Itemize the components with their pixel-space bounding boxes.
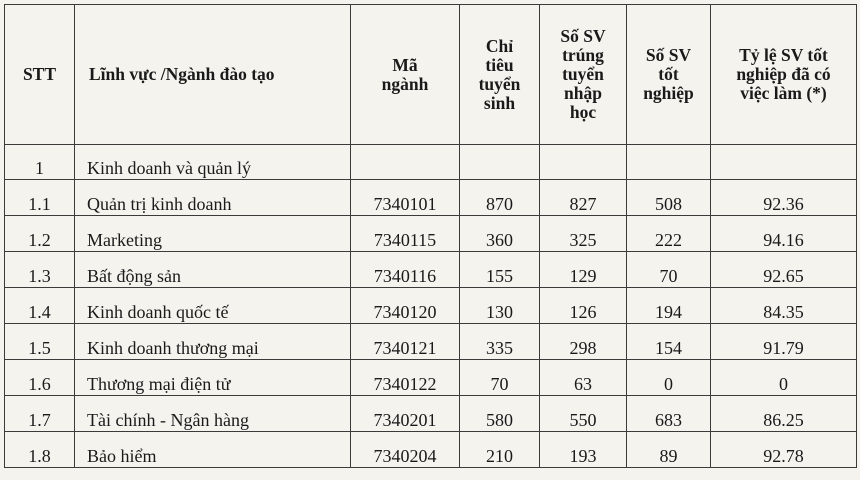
cell-quota: 580 xyxy=(460,396,540,432)
table-row xyxy=(5,145,857,180)
cell-graduates: 70 xyxy=(627,252,711,288)
cell-employment-rate: 94.16 xyxy=(711,216,857,252)
header-line: STT xyxy=(22,64,57,84)
cell-quota: 130 xyxy=(460,288,540,324)
cell-field-name: Tài chính - Ngân hàng xyxy=(75,396,351,432)
cell-employment-rate: 92.65 xyxy=(711,252,857,288)
header-line: Lĩnh vực /Ngành đào tạo xyxy=(89,64,275,84)
cell-quota: 70 xyxy=(460,360,540,396)
cell-employment-rate xyxy=(711,145,857,180)
cell-stt: 1.2 xyxy=(5,216,75,252)
cell-quota: 155 xyxy=(460,252,540,288)
cell-stt: 1.3 xyxy=(5,252,75,288)
header-line: Chỉ xyxy=(485,35,514,56)
cell-employment-rate: 91.79 xyxy=(711,324,857,360)
cell-code: 7340101 xyxy=(351,180,460,216)
cell-graduates: 154 xyxy=(627,324,711,360)
header-line: tuyển xyxy=(562,64,604,84)
cell-employment-rate: 92.36 xyxy=(711,180,857,216)
table-row xyxy=(5,288,857,324)
header-line: trúng xyxy=(562,45,604,65)
header-line: tuyển xyxy=(478,73,521,94)
header-line: Mã xyxy=(392,54,418,75)
cell-graduates: 683 xyxy=(627,396,711,432)
cell-stt: 1.7 xyxy=(5,396,75,432)
header-line: Số SV xyxy=(560,26,606,46)
header-line: tiêu xyxy=(485,54,514,75)
cell-stt: 1.1 xyxy=(5,180,75,216)
header-line: sinh xyxy=(483,92,516,113)
header-line: Số SV xyxy=(645,45,692,65)
header-line: học xyxy=(569,102,597,122)
header-field xyxy=(75,5,351,145)
cell-graduates: 508 xyxy=(627,180,711,216)
table-row xyxy=(5,360,857,396)
cell-employment-rate: 92.78 xyxy=(711,432,857,468)
cell-code: 7340122 xyxy=(351,360,460,396)
cell-quota: 210 xyxy=(460,432,540,468)
cell-admitted: 550 xyxy=(540,396,627,432)
cell-admitted: 129 xyxy=(540,252,627,288)
cell-field-name: Thương mại điện tử xyxy=(75,360,351,396)
cell-code: 7340204 xyxy=(351,432,460,468)
cell-field-name: Kinh doanh và quản lý xyxy=(75,145,351,180)
header-line: tốt xyxy=(658,64,679,84)
cell-employment-rate: 84.35 xyxy=(711,288,857,324)
cell-quota: 870 xyxy=(460,180,540,216)
header-line: ngành xyxy=(381,73,429,94)
cell-quota xyxy=(460,145,540,180)
cell-admitted: 298 xyxy=(540,324,627,360)
header-graduates xyxy=(627,5,711,145)
cell-code: 7340121 xyxy=(351,324,460,360)
cell-admitted: 827 xyxy=(540,180,627,216)
cell-graduates: 194 xyxy=(627,288,711,324)
header-stt xyxy=(5,5,75,145)
table-row xyxy=(5,432,857,468)
cell-field-name: Kinh doanh quốc tế xyxy=(75,288,351,324)
cell-admitted xyxy=(540,145,627,180)
cell-field-name: Bảo hiểm xyxy=(75,432,351,468)
cell-stt: 1 xyxy=(5,145,75,180)
cell-code: 7340120 xyxy=(351,288,460,324)
table-row xyxy=(5,396,857,432)
cell-field-name: Quản trị kinh doanh xyxy=(75,180,351,216)
cell-field-name: Kinh doanh thương mại xyxy=(75,324,351,360)
training-statistics-table xyxy=(4,4,857,468)
cell-graduates xyxy=(627,145,711,180)
cell-graduates: 0 xyxy=(627,360,711,396)
header-quota xyxy=(460,5,540,145)
table-row xyxy=(5,252,857,288)
cell-employment-rate: 0 xyxy=(711,360,857,396)
header-line: Tỷ lệ SV tốt xyxy=(739,45,828,65)
header-line: nghiệp đã có xyxy=(736,64,831,84)
table-header-row xyxy=(5,5,857,145)
table-row xyxy=(5,180,857,216)
cell-stt: 1.4 xyxy=(5,288,75,324)
cell-quota: 360 xyxy=(460,216,540,252)
cell-code: 7340201 xyxy=(351,396,460,432)
cell-admitted: 325 xyxy=(540,216,627,252)
header-code xyxy=(351,5,460,145)
cell-admitted: 193 xyxy=(540,432,627,468)
cell-employment-rate: 86.25 xyxy=(711,396,857,432)
cell-code: 7340115 xyxy=(351,216,460,252)
header-admitted xyxy=(540,5,627,145)
cell-field-name: Bất động sản xyxy=(75,252,351,288)
table-body xyxy=(5,145,857,468)
cell-code xyxy=(351,145,460,180)
cell-stt: 1.6 xyxy=(5,360,75,396)
cell-field-name: Marketing xyxy=(75,216,351,252)
cell-graduates: 89 xyxy=(627,432,711,468)
cell-admitted: 63 xyxy=(540,360,627,396)
header-line: nhập xyxy=(564,83,602,103)
header-line: nghiệp xyxy=(643,83,694,103)
header-line: việc làm (*) xyxy=(740,83,827,103)
table-row xyxy=(5,216,857,252)
cell-stt: 1.8 xyxy=(5,432,75,468)
cell-quota: 335 xyxy=(460,324,540,360)
cell-admitted: 126 xyxy=(540,288,627,324)
header-employment-rate xyxy=(711,5,857,145)
cell-code: 7340116 xyxy=(351,252,460,288)
cell-graduates: 222 xyxy=(627,216,711,252)
cell-stt: 1.5 xyxy=(5,324,75,360)
table-row xyxy=(5,324,857,360)
